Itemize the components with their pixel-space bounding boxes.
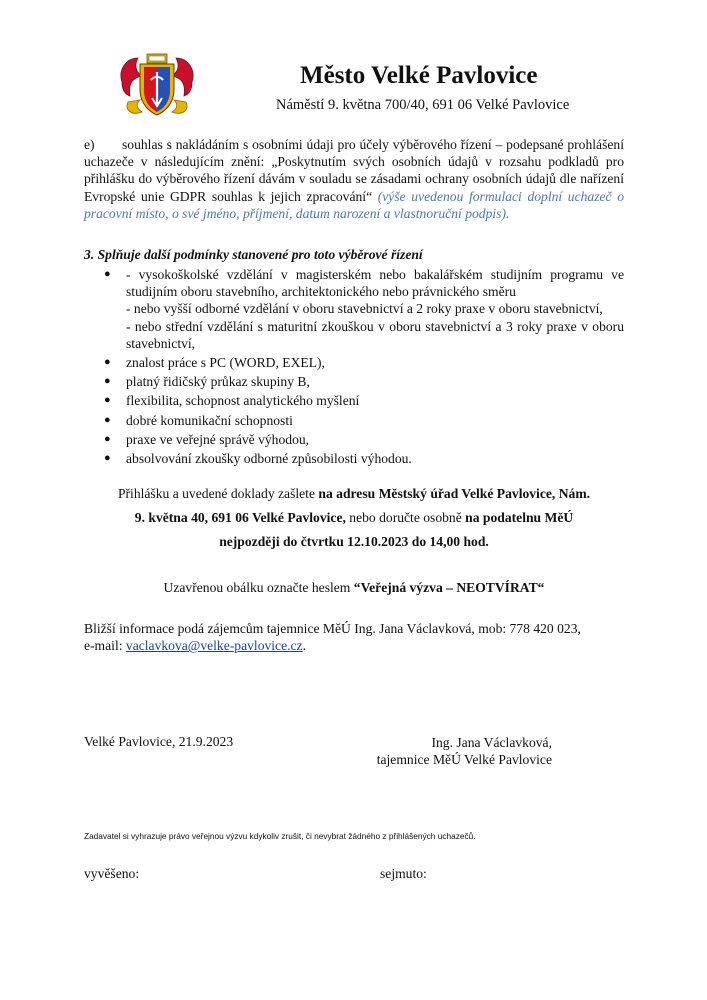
bullet-icon: ●	[104, 356, 111, 369]
list-item	[104, 450, 624, 467]
list-item	[104, 354, 624, 371]
disclaimer: Zadavatel si vyhrazuje právo veřejnou výzvu kdykoliv zrušit, či nevybrat žádného z přihlášených uchazečů.	[84, 831, 476, 841]
posted-label: vyvěšeno:	[84, 866, 140, 881]
list-item	[104, 392, 624, 409]
submission-deadline: nejpozději do čtvrtku 12.10.2023 do 14,00 hod.	[219, 534, 489, 549]
submission-line-2: 9. května 40, 691 06 Velké Pavlovice, nebo doručte osobně na podatelnu MěÚ	[134, 510, 574, 525]
consent-note: (výše uvedenou formulaci doplní uchazeč o pracovní místo, o své jméno, příjmení, datum narození a vlastnoruční podpis).	[84, 188, 624, 221]
item-label: e)	[84, 137, 95, 152]
list-item	[104, 373, 624, 390]
list-item	[104, 412, 624, 429]
list-item-text: flexibilita, schopnost analytického myšlení	[126, 393, 360, 409]
contact-info: Bližší informace podá zájemcům tajemnice MěÚ Ing. Jana Václavková, mob: 778 420 023, e-mail: vaclavkova@velke-pavlovice.cz.	[84, 621, 581, 654]
town-title: Město Velké Pavlovice	[300, 62, 538, 89]
list-item	[104, 431, 624, 448]
bullet-icon: ●	[104, 375, 111, 388]
list-item-text: dobré komunikační schopnosti	[126, 412, 293, 428]
education-line-2: - nebo vyšší odborné vzdělání v oboru stavebnictví a 2 roky praxe v oboru stavebnictví,	[126, 301, 603, 317]
consent-text: souhlas s nakládáním s osobními údaji pro účely výběrového řízení – podepsané prohlášení uchazeče v následujícím znění: „Poskytnutím svých osobních údajů v rozsahu podkladů pro přihlášku do výběrového řízení dávám v souladu se zásadami ochrany osobních údajů dle nařízení Evropské unie GDPR souhlas k jejich zpracování“	[84, 137, 624, 204]
contact-line: Bližší informace podá zájemcům tajemnice MěÚ Ing. Jana Václavková, mob: 778 420 023,	[84, 621, 581, 636]
place-date: Velké Pavlovice, 21.9.2023	[84, 734, 234, 749]
email-link[interactable]: vaclavkova@velke-pavlovice.cz	[125, 638, 303, 654]
list-item	[104, 266, 624, 352]
town-crest-icon	[118, 52, 196, 118]
list-item-text: absolvování zkoušky odborné způsobilosti výhodou.	[126, 451, 412, 467]
signer-name: Ing. Jana Václavková,	[431, 735, 552, 750]
bullet-icon: ●	[104, 452, 111, 465]
education-line-1: - vysokoškolské vzdělání v magisterském nebo bakalářském studijním programu ve studijním oboru stavebního, architektonického nebo právnického směru	[126, 267, 624, 300]
requirements-list	[104, 266, 624, 469]
signer-role: tajemnice MěÚ Velké Pavlovice	[376, 752, 552, 768]
bullet-icon: ●	[104, 268, 111, 280]
bullet-icon: ●	[104, 432, 111, 445]
consent-paragraph	[84, 136, 624, 222]
list-item-text: praxe ve veřejné správě výhodou,	[126, 431, 310, 447]
education-line-3: - nebo střední vzdělání s maturitní zkouškou v oboru stavebnictví a 3 roky praxe v oboru stavebnictví,	[126, 318, 624, 351]
envelope-instruction: Uzavřenou obálku označte heslem “Veřejná výzva – NEOTVÍRAT“	[163, 580, 545, 595]
list-item-text: znalost práce s PC (WORD, EXEL),	[126, 355, 325, 371]
bullet-icon: ●	[104, 413, 111, 426]
section-heading: 3. Splňuje další podmínky stanovené pro toto výběrové řízení	[84, 247, 423, 262]
bullet-icon: ●	[104, 394, 111, 407]
list-item-text: platný řidičský průkaz skupiny B,	[126, 374, 310, 390]
submission-line-1: Přihlášku a uvedené doklady zašlete na adresu Městský úřad Velké Pavlovice, Nám.	[117, 486, 591, 501]
town-address: Náměstí 9. května 700/40, 691 06 Velké Pavlovice	[276, 97, 570, 113]
signature-block	[366, 734, 552, 768]
removed-label: sejmuto:	[380, 866, 427, 881]
